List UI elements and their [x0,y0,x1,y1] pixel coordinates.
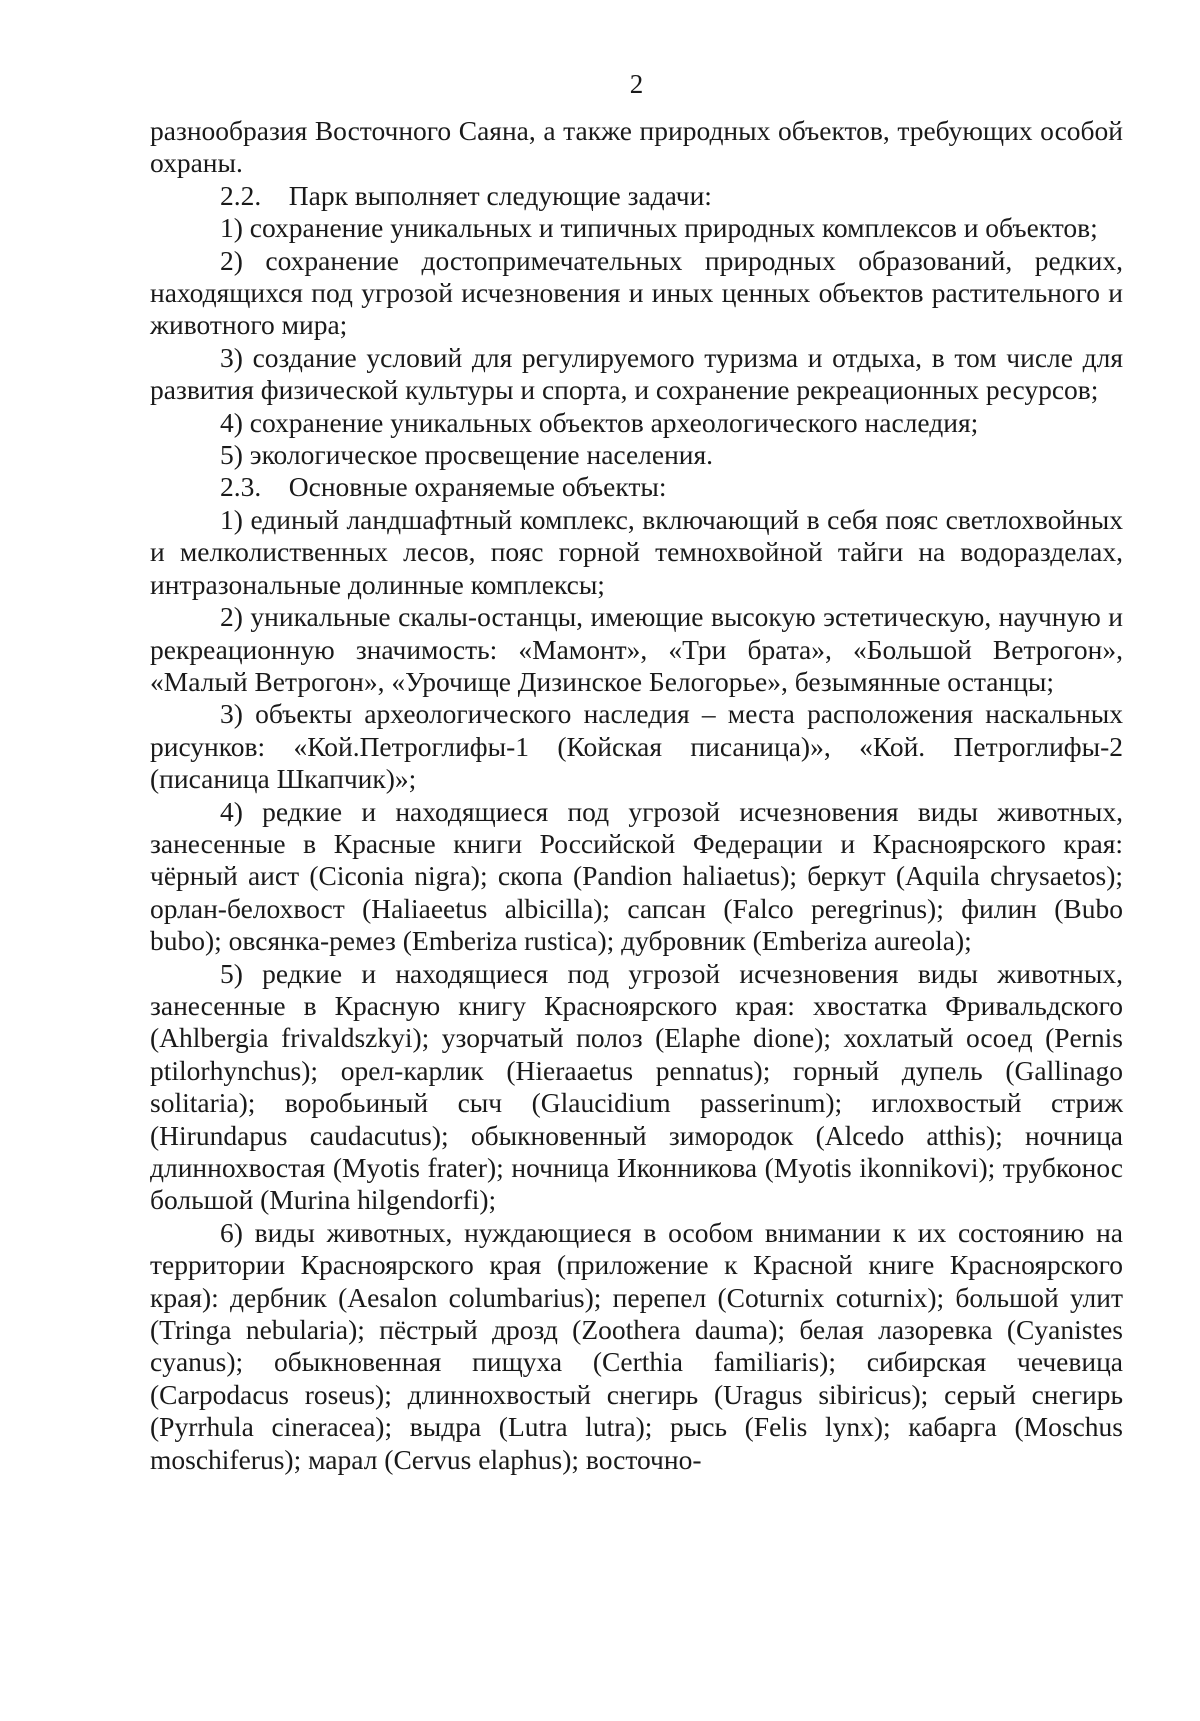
page-number: 2 [629,69,644,99]
task-item-4: 4) сохранение уникальных объектов археологического наследия; [220,406,979,438]
section-2-3-heading: 2.3. Основные охраняемые объекты: [220,471,667,503]
object-item-5: 5) редкие и находящиеся под угрозой исчезновения виды животных, занесенные в Красную книгу Красноярского края: хвостатка Фривальдского (Ahlbergia frivaldszkyi); узорчатый полоз (Elaphe dione); хохлатый осоед (Pernis ptilorhynchus); орел-карлик (Hieraaetus pennatus); горный дупель (Gallinago solitaria); воробьиный сыч (Glaucidium passerinum); иглохвостый стриж (Hirundapus caudacutus); обыкновенный зимородок (Alcedo atthis); ночница длиннохвостая (Myotis frater); ночница Иконникова (Myotis ikonnikovi); трубконос большой (Murina hilgendorfi); [150,957,1123,1216]
task-item-5: 5) экологическое просвещение населения. [220,439,714,471]
object-item-6: 6) виды животных, нуждающиеся в особом внимании к их состоянию на территории Красноярского края (приложение к Красной книге Красноярского края): дербник (Aesalon columbarius); перепел (Coturnix coturnix); большой улит (Tringa nebularia); пёстрый дрозд (Zoothera dauma); белая лазоревка (Cyanistes cyanus); обыкновенная пищуха (Certhia familiaris); сибирская чечевица (Carpodacus roseus); длиннохвостый снегирь (Uragus sibiricus); серый снегирь (Pyrrhula cineracea); выдра (Lutra lutra); рысь (Felis lynx); кабарга (Moschus moschiferus); марал (Cervus elaphus); восточно- [150,1216,1123,1475]
document-body [150,115,1123,1476]
task-item-3: 3) создание условий для регулируемого туризма и отдыха, в том числе для развития физической культуры и спорта, и сохранение рекреационных ресурсов; [150,341,1123,406]
object-item-3: 3) объекты археологического наследия – места расположения наскальных рисунков: «Кой.Петроглифы-1 (Койская писаница)», «Кой. Петроглифы-2 (писаница Шкапчик)»; [150,698,1123,795]
object-item-1: 1) единый ландшафтный комплекс, включающий в себя пояс светлохвойных и мелколиственных лесов, пояс горной темнохвойной тайги на водоразделах, интразональные долинные комплексы; [150,503,1123,600]
section-2-2-heading: 2.2. Парк выполняет следующие задачи: [220,179,712,211]
task-item-2: 2) сохранение достопримечательных природных образований, редких, находящихся под угрозой исчезновения и иных ценных объектов растительного и животного мира; [150,244,1123,341]
task-item-1: 1) сохранение уникальных и типичных природных комплексов и объектов; [220,212,1098,244]
object-item-4: 4) редкие и находящиеся под угрозой исчезновения виды животных, занесенные в Красные книги Российской Федерации и Красноярского края: чёрный аист (Ciconia nigra); скопа (Pandion haliaetus); беркут (Aquila chrysaetos); орлан-белохвост (Haliaeetus albicilla); сапсан (Falco peregrinus); филин (Bubo bubo); овсянка-ремез (Emberiza rustica); дубровник (Emberiza aureola); [150,795,1123,957]
paragraph-continuation: разнообразия Восточного Саяна, а также природных объектов, требующих особой охраны. [150,115,1123,179]
object-item-2: 2) уникальные скалы-останцы, имеющие высокую эстетическую, научную и рекреационную значимость: «Мамонт», «Три брата», «Большой Ветрогон», «Малый Ветрогон», «Урочище Дизинское Белогорье», безымянные останцы; [150,601,1123,697]
